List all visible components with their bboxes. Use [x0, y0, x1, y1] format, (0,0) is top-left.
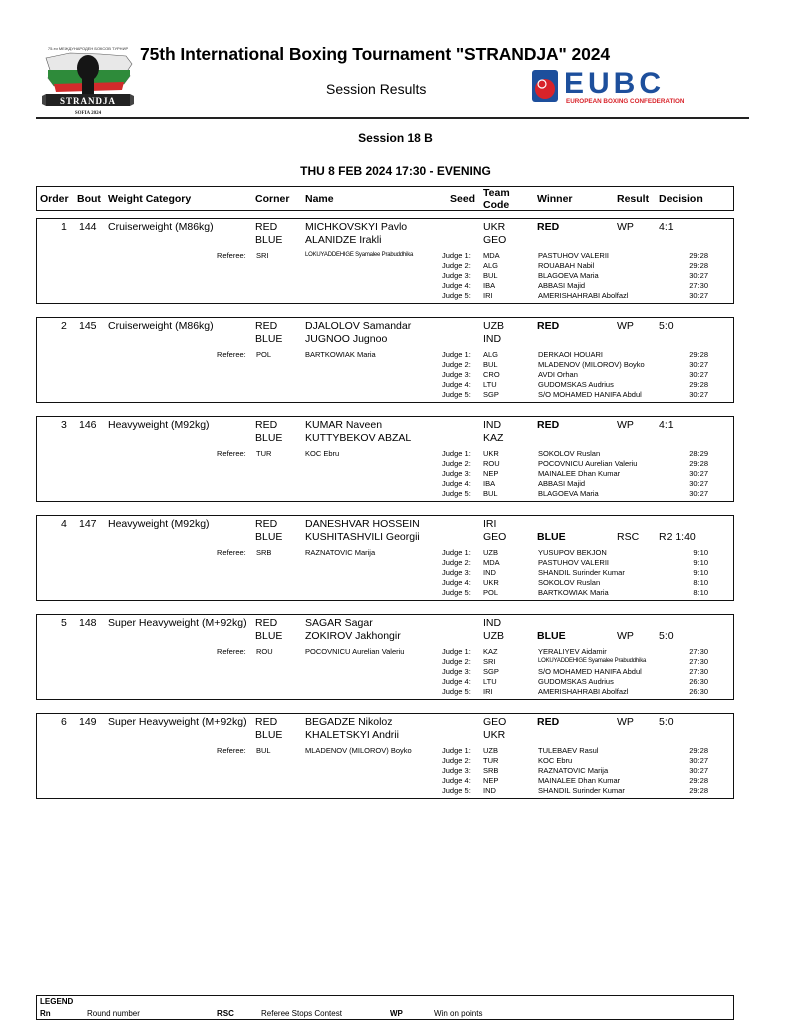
judge-name: AMERISHAHRABI Abolfazl — [538, 291, 629, 300]
judge-name: POCOVNICU Aurelian Valeriu — [538, 459, 638, 468]
referee-country: SRI — [256, 251, 269, 260]
corner-red: RED — [255, 716, 278, 728]
red-team-code: IRI — [483, 518, 497, 530]
judge-country: IRI — [483, 687, 493, 696]
bout-number: 144 — [79, 221, 97, 233]
bout-row — [36, 713, 734, 799]
blue-boxer-name: JUGNOO Jugnoo — [305, 333, 388, 345]
judge-label: Judge 2: — [442, 459, 471, 468]
referee-name: POCOVNICU Aurelian Valeriu — [305, 647, 405, 656]
judge-score: 30:27 — [689, 489, 708, 498]
judge-name: BLAGOEVA Maria — [538, 489, 599, 498]
corner-blue: BLUE — [255, 234, 283, 246]
judge-country: LTU — [483, 677, 497, 686]
eubc-logo-icon — [530, 66, 736, 106]
bout-order: 6 — [61, 716, 67, 728]
decision: R2 1:40 — [659, 531, 696, 543]
corner-red: RED — [255, 320, 278, 332]
judge-label: Judge 1: — [442, 350, 471, 359]
judge-country: IND — [483, 786, 496, 795]
session-datetime: THU 8 FEB 2024 17:30 - EVENING — [300, 164, 491, 178]
judge-name: GUDOMSKAS Audrius — [538, 677, 614, 686]
judge-score: 30:27 — [689, 291, 708, 300]
judge-score: 30:27 — [689, 766, 708, 775]
blue-boxer-name: ALANIDZE Irakli — [305, 234, 382, 246]
legend-desc: Referee Stops Contest — [261, 1009, 342, 1018]
judge-score: 26:30 — [689, 687, 708, 696]
svg-text:75-ти МЕЖДУНАРОДЕН БОКСОВ ТУРН: 75-ти МЕЖДУНАРОДЕН БОКСОВ ТУРНИР — [47, 46, 129, 51]
winner: RED — [537, 716, 560, 728]
decision: 5:0 — [659, 320, 674, 332]
red-boxer-name: DANESHVAR HOSSEIN — [305, 518, 420, 530]
legend-code: Rn — [40, 1009, 51, 1018]
judge-country: UZB — [483, 548, 498, 557]
judge-country: TUR — [483, 756, 499, 765]
blue-team-code: GEO — [483, 531, 507, 543]
judge-score: 30:27 — [689, 756, 708, 765]
judge-name: AVDI Orhan — [538, 370, 578, 379]
decision: 5:0 — [659, 716, 674, 728]
judge-score: 30:27 — [689, 479, 708, 488]
winner: BLUE — [537, 630, 566, 642]
bout-order: 5 — [61, 617, 67, 629]
judge-country: BUL — [483, 489, 498, 498]
judge-label: Judge 3: — [442, 766, 471, 775]
judge-score: 26:30 — [689, 677, 708, 686]
judge-country: NEP — [483, 469, 499, 478]
corner-blue: BLUE — [255, 630, 283, 642]
judge-name: SOKOLOV Ruslan — [538, 449, 601, 458]
result: WP — [617, 419, 634, 431]
svg-text:EUBC: EUBC — [564, 67, 666, 100]
judge-score: 29:28 — [689, 786, 708, 795]
judge-name: ROUABAH Nabil — [538, 261, 595, 270]
judge-score: 9:10 — [693, 558, 708, 567]
judge-score: 30:27 — [689, 390, 708, 399]
judge-score: 29:28 — [689, 380, 708, 389]
col-team-code-line1: Team — [483, 187, 510, 199]
red-team-code: IND — [483, 617, 502, 629]
judge-country: SRB — [483, 766, 499, 775]
corner-red: RED — [255, 617, 278, 629]
referee-name: LOKUYADDEHIGE Syamalee Prabuddhika — [305, 252, 414, 258]
legend-code: RSC — [217, 1009, 234, 1018]
blue-boxer-name: ZOKIROV Jakhongir — [305, 630, 401, 642]
judge-label: Judge 3: — [442, 469, 471, 478]
col-name: Name — [305, 193, 334, 205]
red-team-code: UKR — [483, 221, 506, 233]
winner: RED — [537, 320, 560, 332]
judge-score: 27:30 — [689, 647, 708, 656]
judge-name: YERALIYEV Aidamir — [538, 647, 607, 656]
judge-country: UZB — [483, 746, 498, 755]
judge-score: 30:27 — [689, 271, 708, 280]
red-team-code: UZB — [483, 320, 504, 332]
referee-country: ROU — [256, 647, 273, 656]
judge-label: Judge 3: — [442, 271, 471, 280]
judge-label: Judge 3: — [442, 568, 471, 577]
judge-score: 29:28 — [689, 746, 708, 755]
judge-country: SRI — [483, 657, 496, 666]
judge-country: IBA — [483, 479, 496, 488]
col-team-code-line2: Code — [483, 199, 510, 211]
corner-red: RED — [255, 419, 278, 431]
decision: 4:1 — [659, 419, 674, 431]
referee-name: BARTKOWIAK Maria — [305, 350, 376, 359]
referee-label: Referee: — [217, 251, 246, 260]
judge-country: ALG — [483, 350, 499, 359]
judge-label: Judge 2: — [442, 756, 471, 765]
judge-label: Judge 5: — [442, 489, 471, 498]
col-result: Result — [617, 193, 650, 205]
judge-country: BUL — [483, 360, 498, 369]
corner-blue: BLUE — [255, 333, 283, 345]
red-boxer-name: SAGAR Sagar — [305, 617, 373, 629]
judge-score: 9:10 — [693, 548, 708, 557]
weight-category: Heavyweight (M92kg) — [108, 419, 210, 431]
judge-name: S/O MOHAMED HANIFA Abdul — [538, 390, 642, 399]
judge-label: Judge 2: — [442, 261, 471, 270]
judge-label: Judge 1: — [442, 647, 471, 656]
col-winner: Winner — [537, 193, 573, 205]
red-boxer-name: KUMAR Naveen — [305, 419, 383, 431]
judge-name: TULEBAEV Rasul — [538, 746, 599, 755]
corner-blue: BLUE — [255, 729, 283, 741]
weight-category: Super Heavyweight (M+92kg) — [108, 617, 247, 629]
col-order: Order — [40, 193, 69, 205]
referee-label: Referee: — [217, 647, 246, 656]
winner: RED — [537, 419, 560, 431]
judge-name: BLAGOEVA Maria — [538, 271, 599, 280]
judge-label: Judge 4: — [442, 479, 471, 488]
judge-label: Judge 4: — [442, 578, 471, 587]
judge-score: 9:10 — [693, 568, 708, 577]
bout-number: 148 — [79, 617, 97, 629]
bout-order: 3 — [61, 419, 67, 431]
referee-country: BUL — [256, 746, 271, 755]
legend — [36, 995, 734, 1020]
judge-score: 8:10 — [693, 578, 708, 587]
svg-text:SOFIA 2024: SOFIA 2024 — [74, 111, 102, 116]
judge-country: ROU — [483, 459, 500, 468]
judge-label: Judge 4: — [442, 380, 471, 389]
judge-name: MAINALEE Dhan Kumar — [538, 469, 621, 478]
bout-row — [36, 416, 734, 502]
bout-order: 4 — [61, 518, 67, 530]
winner: RED — [537, 221, 560, 233]
judge-country: IND — [483, 568, 496, 577]
judge-name: YUSUPOV BEKJON — [538, 548, 607, 557]
bout-number: 145 — [79, 320, 97, 332]
svg-text:STRANDJA: STRANDJA — [59, 96, 117, 106]
judge-country: UKR — [483, 578, 499, 587]
judge-label: Judge 2: — [442, 558, 471, 567]
judge-name: SHANDIL Surinder Kumar — [538, 786, 625, 795]
judge-label: Judge 5: — [442, 687, 471, 696]
weight-category: Cruiserweight (M86kg) — [108, 221, 214, 233]
judge-label: Judge 1: — [442, 746, 471, 755]
red-team-code: IND — [483, 419, 502, 431]
red-boxer-name: MICHKOVSKYI Pavlo — [305, 221, 408, 233]
legend-title: LEGEND — [40, 997, 74, 1006]
judge-country: IRI — [483, 291, 493, 300]
judge-score: 27:30 — [689, 667, 708, 676]
judge-label: Judge 4: — [442, 776, 471, 785]
judge-country: NEP — [483, 776, 499, 785]
judge-name: LOKUYADDEHIGE Syamalee Prabuddhika — [538, 658, 647, 664]
judge-name: KOC Ebru — [538, 756, 573, 765]
svg-text:EUROPEAN BOXING CONFEDERATION: EUROPEAN BOXING CONFEDERATION — [566, 98, 685, 105]
judge-label: Judge 1: — [442, 251, 471, 260]
judge-score: 27:30 — [689, 657, 708, 666]
legend-code: WP — [390, 1009, 403, 1018]
red-boxer-name: BEGADZE Nikoloz — [305, 716, 393, 728]
judge-label: Judge 3: — [442, 667, 471, 676]
judge-name: MLADENOV (MILOROV) Boyko — [538, 360, 645, 369]
judge-score: 8:10 — [693, 588, 708, 597]
judge-name: MAINALEE Dhan Kumar — [538, 776, 621, 785]
result: WP — [617, 320, 634, 332]
judge-country: ALG — [483, 261, 499, 270]
judge-score: 28:29 — [689, 449, 708, 458]
bout-order: 2 — [61, 320, 67, 332]
result: WP — [617, 221, 634, 233]
judge-name: PASTUHOV VALERII — [538, 251, 609, 260]
judge-country: CRO — [483, 370, 500, 379]
judge-name: SOKOLOV Ruslan — [538, 578, 601, 587]
legend-desc: Round number — [87, 1009, 140, 1018]
judge-name: AMERISHAHRABI Abolfazl — [538, 687, 629, 696]
judge-label: Judge 5: — [442, 786, 471, 795]
judge-name: GUDOMSKAS Audrius — [538, 380, 614, 389]
judge-score: 29:28 — [689, 776, 708, 785]
judge-name: DERKAOI HOUARI — [538, 350, 604, 359]
blue-team-code: UKR — [483, 729, 506, 741]
judge-country: POL — [483, 588, 499, 597]
winner: BLUE — [537, 531, 566, 543]
judge-country: MDA — [483, 251, 500, 260]
document-subtitle: Session Results — [326, 81, 427, 97]
judge-country: LTU — [483, 380, 497, 389]
col-weight: Weight Category — [108, 193, 192, 205]
corner-blue: BLUE — [255, 531, 283, 543]
referee-label: Referee: — [217, 449, 246, 458]
judge-score: 29:28 — [689, 350, 708, 359]
weight-category: Heavyweight (M92kg) — [108, 518, 210, 530]
judge-score: 29:28 — [689, 261, 708, 270]
judge-country: SGP — [483, 667, 499, 676]
col-bout: Bout — [77, 193, 101, 205]
bout-row — [36, 218, 734, 304]
judge-label: Judge 3: — [442, 370, 471, 379]
col-seed: Seed — [450, 193, 476, 205]
document-title: 75th International Boxing Tournament "STRANDJA" 2024 — [140, 44, 611, 64]
referee-name: KOC Ebru — [305, 449, 340, 458]
bout-row — [36, 515, 734, 601]
red-boxer-name: DJALOLOV Samandar — [305, 320, 412, 332]
bout-number: 146 — [79, 419, 97, 431]
judge-label: Judge 5: — [442, 588, 471, 597]
blue-team-code: GEO — [483, 234, 507, 246]
table-header — [36, 186, 734, 211]
judge-score: 29:28 — [689, 459, 708, 468]
result: WP — [617, 630, 634, 642]
corner-red: RED — [255, 221, 278, 233]
judge-name: ABBASI Majid — [538, 281, 586, 290]
judge-country: MDA — [483, 558, 500, 567]
col-decision: Decision — [659, 193, 703, 205]
legend-desc: Win on points — [434, 1009, 483, 1018]
judge-label: Judge 5: — [442, 390, 471, 399]
red-team-code: GEO — [483, 716, 507, 728]
judge-name: RAZNATOVIC Marija — [538, 766, 609, 775]
judge-score: 30:27 — [689, 360, 708, 369]
result: WP — [617, 716, 634, 728]
judge-name: S/O MOHAMED HANIFA Abdul — [538, 667, 642, 676]
weight-category: Cruiserweight (M86kg) — [108, 320, 214, 332]
col-corner: Corner — [255, 193, 290, 205]
corner-red: RED — [255, 518, 278, 530]
session-label: Session 18 B — [358, 131, 433, 145]
decision: 4:1 — [659, 221, 674, 233]
blue-team-code: IND — [483, 333, 502, 345]
bout-row — [36, 614, 734, 700]
bout-order: 1 — [61, 221, 67, 233]
judge-label: Judge 2: — [442, 360, 471, 369]
blue-boxer-name: KHALETSKYI Andrii — [305, 729, 399, 741]
bout-number: 147 — [79, 518, 97, 530]
blue-team-code: KAZ — [483, 432, 504, 444]
referee-label: Referee: — [217, 350, 246, 359]
judge-name: BARTKOWIAK Maria — [538, 588, 609, 597]
judge-label: Judge 1: — [442, 449, 471, 458]
judge-country: BUL — [483, 271, 498, 280]
blue-boxer-name: KUSHITASHVILI Georgii — [305, 531, 420, 543]
judge-country: SGP — [483, 390, 499, 399]
bout-row — [36, 317, 734, 403]
judge-score: 29:28 — [689, 251, 708, 260]
judge-label: Judge 4: — [442, 281, 471, 290]
strandja-logo-icon — [40, 44, 136, 116]
decision: 5:0 — [659, 630, 674, 642]
judge-label: Judge 1: — [442, 548, 471, 557]
header-divider — [36, 117, 749, 119]
judge-name: SHANDIL Surinder Kumar — [538, 568, 625, 577]
judge-country: UKR — [483, 449, 499, 458]
blue-team-code: UZB — [483, 630, 504, 642]
weight-category: Super Heavyweight (M+92kg) — [108, 716, 247, 728]
judge-score: 27:30 — [689, 281, 708, 290]
judge-name: PASTUHOV VALERII — [538, 558, 609, 567]
judge-country: IBA — [483, 281, 496, 290]
judge-name: ABBASI Majid — [538, 479, 586, 488]
judge-country: KAZ — [483, 647, 498, 656]
referee-label: Referee: — [217, 746, 246, 755]
referee-country: SRB — [256, 548, 272, 557]
judge-label: Judge 4: — [442, 677, 471, 686]
judge-score: 30:27 — [689, 370, 708, 379]
referee-label: Referee: — [217, 548, 246, 557]
referee-country: POL — [256, 350, 272, 359]
referee-name: RAZNATOVIC Marija — [305, 548, 376, 557]
blue-boxer-name: KUTTYBEKOV ABZAL — [305, 432, 412, 444]
corner-blue: BLUE — [255, 432, 283, 444]
judge-score: 30:27 — [689, 469, 708, 478]
referee-country: TUR — [256, 449, 272, 458]
bout-number: 149 — [79, 716, 97, 728]
referee-name: MLADENOV (MILOROV) Boyko — [305, 746, 412, 755]
judge-label: Judge 5: — [442, 291, 471, 300]
result: RSC — [617, 531, 640, 543]
judge-label: Judge 2: — [442, 657, 471, 666]
